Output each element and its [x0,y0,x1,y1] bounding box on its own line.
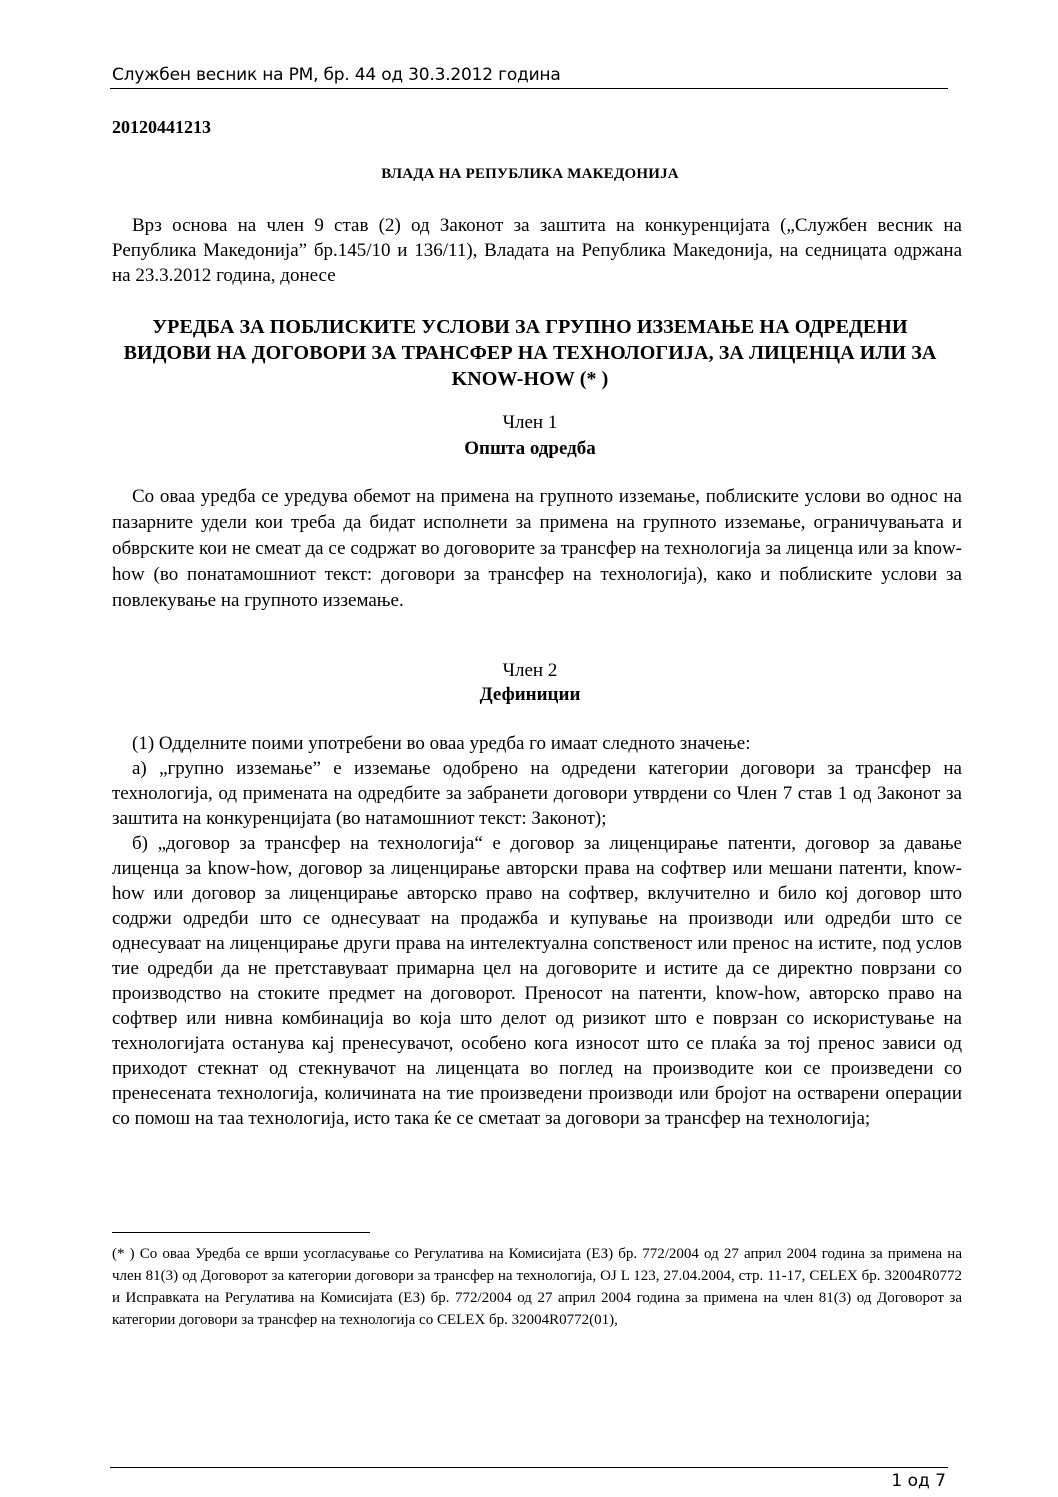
document-number: 20120441213 [112,117,211,137]
header-rule [110,88,948,89]
definition-item-a: а) „групно изземање” е изземање одобрено на одредени категории договори за трансфер на технологија, од примената на одредбите за забранети договори утврдени со Член 7 став 1 од Законот за заштита на конкуренцијата (во натамошниот текст: Законот); [112,758,962,829]
article-1-number: Член 1 [502,412,558,433]
running-header: Службен весник на РМ, бр. 44 од 30.3.2012 година [112,65,561,85]
article-1-heading: Општа одредба [464,438,596,459]
page-number: 1 од 7 [891,1471,946,1491]
footnote: (* ) Со оваа Уредба се врши усогласување со Регулатива на Комисијата (ЕЗ) бр. 772/2004 од 27 април 2004 година за примена на член 81(3) од Договорот за категории договори за трансфер на технологија, OJ L 123, 27.04.2004, стр. 11-17, CELEX бр. 32004R0772 и Исправката на Регулатива на Комисијата (ЕЗ) бр. 772/2004 од 27 април 2004 година за примена на член 81(3) од Договорот за категории договори за трансфер на технологија со CELEX бр. 32004R0772(01), [112,1246,962,1328]
issuer-heading: ВЛАДА НА РЕПУБЛИКА МАКЕДОНИЈА [381,166,679,182]
definition-item-b: б) „договор за трансфер на технологија“ е договор за лиценцирање патенти, договор за давање лиценца за know-how, договор за лиценцирање авторски права на софтвер или мешани патенти, know-how или договор за лиценцирање авторско право на софтвер, вклучително и било кој договор што содржи одредби што се однесуваат на продажба и купување на производи или одредби што се однесуваат на лиценцирање други права на интелектуална сопственост или пренос на истите, под услов тие одредби да не претставуваат примарна цел на договорите и истите да се директно поврзани со производство на стоките предмет на договорот. Преносот на патенти, know-how, авторско право на софтвер или нивна комбинација во која што делот од ризикот што е поврзан со искористување на технологијата останува кај пренесувачот, особено кога износот што се плаќа за тој пренос зависи од приходот стекнат од стекнувачот на лиценцата во поглед на производите кои се произведени со пренесената технологија, количината на тие произведени производи или бројот на остварени операции со помош на таа технологија, исто така ќе се сметаат за договори за трансфер на технологија; [112,833,962,1129]
footnote-rule [112,1232,370,1233]
article-2-number: Член 2 [502,660,558,681]
definitions-intro: (1) Одделните поими употребени во оваа уредба го имаат следното значење: [132,733,751,754]
article-1-body: Со оваа уредба се уредува обемот на примена на групното изземање, поблиските услови во однос на пазарните удели кои треба да бидат исполнети за примена на групното изземање, ограничувањата и обврските кои не смеат да се содржат во договорите за трансфер на технологија за лиценца или за know-how (во понатамошниот текст: договори за трансфер на технологија), како и поблиските услови за повлекување на групното изземање. [112,486,962,611]
article-2-heading: Дефиниции [479,684,581,705]
preamble-paragraph: Врз основа на член 9 став (2) од Законот за заштита на конкуренцијата („Службен весник на Република Македонија” бр.145/10 и 136/11), Владата на Република Македонија, на седницата одржана на 23.3.2012 година, донесе [112,215,962,286]
footer-rule [110,1467,948,1468]
regulation-title: УРЕДБА ЗА ПОБЛИСКИТЕ УСЛОВИ ЗА ГРУПНО ИЗЗЕМАЊЕ НА ОДРЕДЕНИ ВИДОВИ НА ДОГОВОРИ ЗА ТРАНСФЕР НА ТЕХНОЛОГИЈА, ЗА ЛИЦЕНЦА ИЛИ ЗА KNOW-HOW (* ) [123,316,937,390]
